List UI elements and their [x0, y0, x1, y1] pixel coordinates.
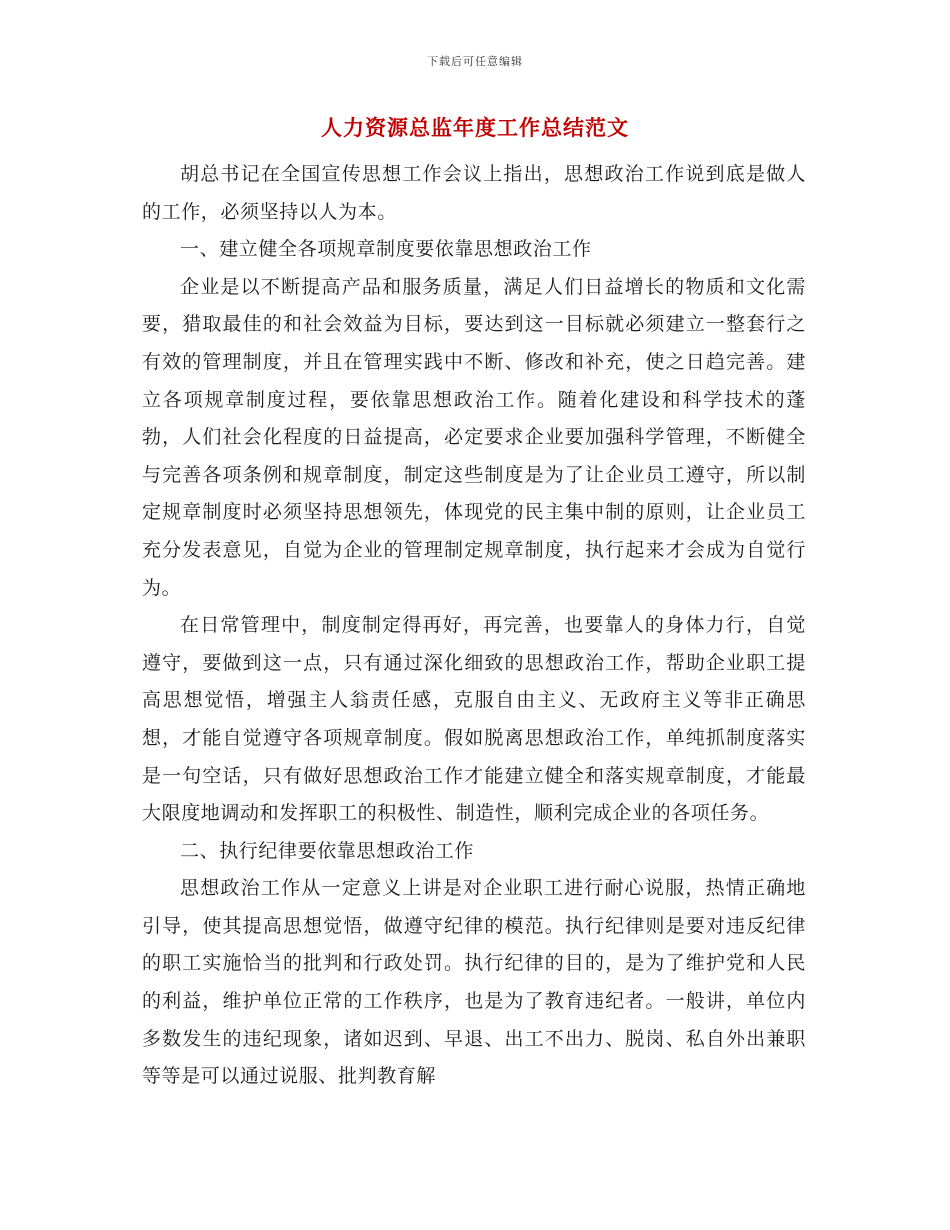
paragraph-daily-management: 在日常管理中，制度制定得再好，再完善，也要靠人的身体力行，自觉遵守，要做到这一点，只有通过深化细致的思想政治工作，帮助企业职工提高思想觉悟，增强主人翁责任感，克服自由主义、无政府主义等非正确思想，才能自觉遵守各项规章制度。假如脱离思想政治工作，单纯抓制度落实是一句空话，只有做好思想政治工作才能建立健全和落实规章制度，才能最大限度地调动和发挥职工的积极性、制造性，顺利完成企业的各项任务。 — [142, 614, 806, 825]
document-body — [142, 156, 806, 1096]
paragraph-intro: 胡总书记在全国宣传思想工作会议上指出，思想政治工作说到底是做人的工作，必须坚持以人为本。 — [142, 163, 806, 223]
document-title: 人力资源总监年度工作总结范文 — [321, 115, 629, 140]
section-heading-2: 二、执行纪律要依靠思想政治工作 — [180, 839, 475, 862]
section-heading-1: 一、建立健全各项规章制度要依靠思想政治工作 — [180, 238, 592, 261]
paragraph-discipline: 思想政治工作从一定意义上讲是对企业职工进行耐心说服，热情正确地引导，使其提高思想觉悟，做遵守纪律的模范。执行纪律则是要对违反纪律的职工实施恰当的批判和行政处罚。执行纪律的目的，是为了维护党和人民的利益，维护单位正常的工作秩序，也是为了教育违纪者。一般讲，单位内多数发生的违纪现象，诸如迟到、早退、出工不出力、脱岗、私自外出兼职等等是可以通过说服、批判教育解 — [142, 877, 806, 1088]
page-header: 下载后可任意编辑 — [427, 55, 523, 68]
paragraph-rules-establishment: 企业是以不断提高产品和服务质量，满足人们日益增长的物质和文化需要，猎取最佳的和社会效益为目标，要达到这一目标就必须建立一整套行之有效的管理制度，并且在管理实践中不断、修改和补充，使之日趋完善。建立各项规章制度过程，要依靠思想政治工作。随着化建设和科学技术的蓬勃，人们社会化程度的日益提高，必定要求企业要加强科学管理，不断健全与完善各项条例和规章制度，制定这些制度是为了让企业员工遵守，所以制定规章制度时必须坚持思想领先，体现党的民主集中制的原则，让企业员工充分发表意见，自觉为企业的管理制定规章制度，执行起来才会成为自觉行为。 — [142, 275, 806, 599]
